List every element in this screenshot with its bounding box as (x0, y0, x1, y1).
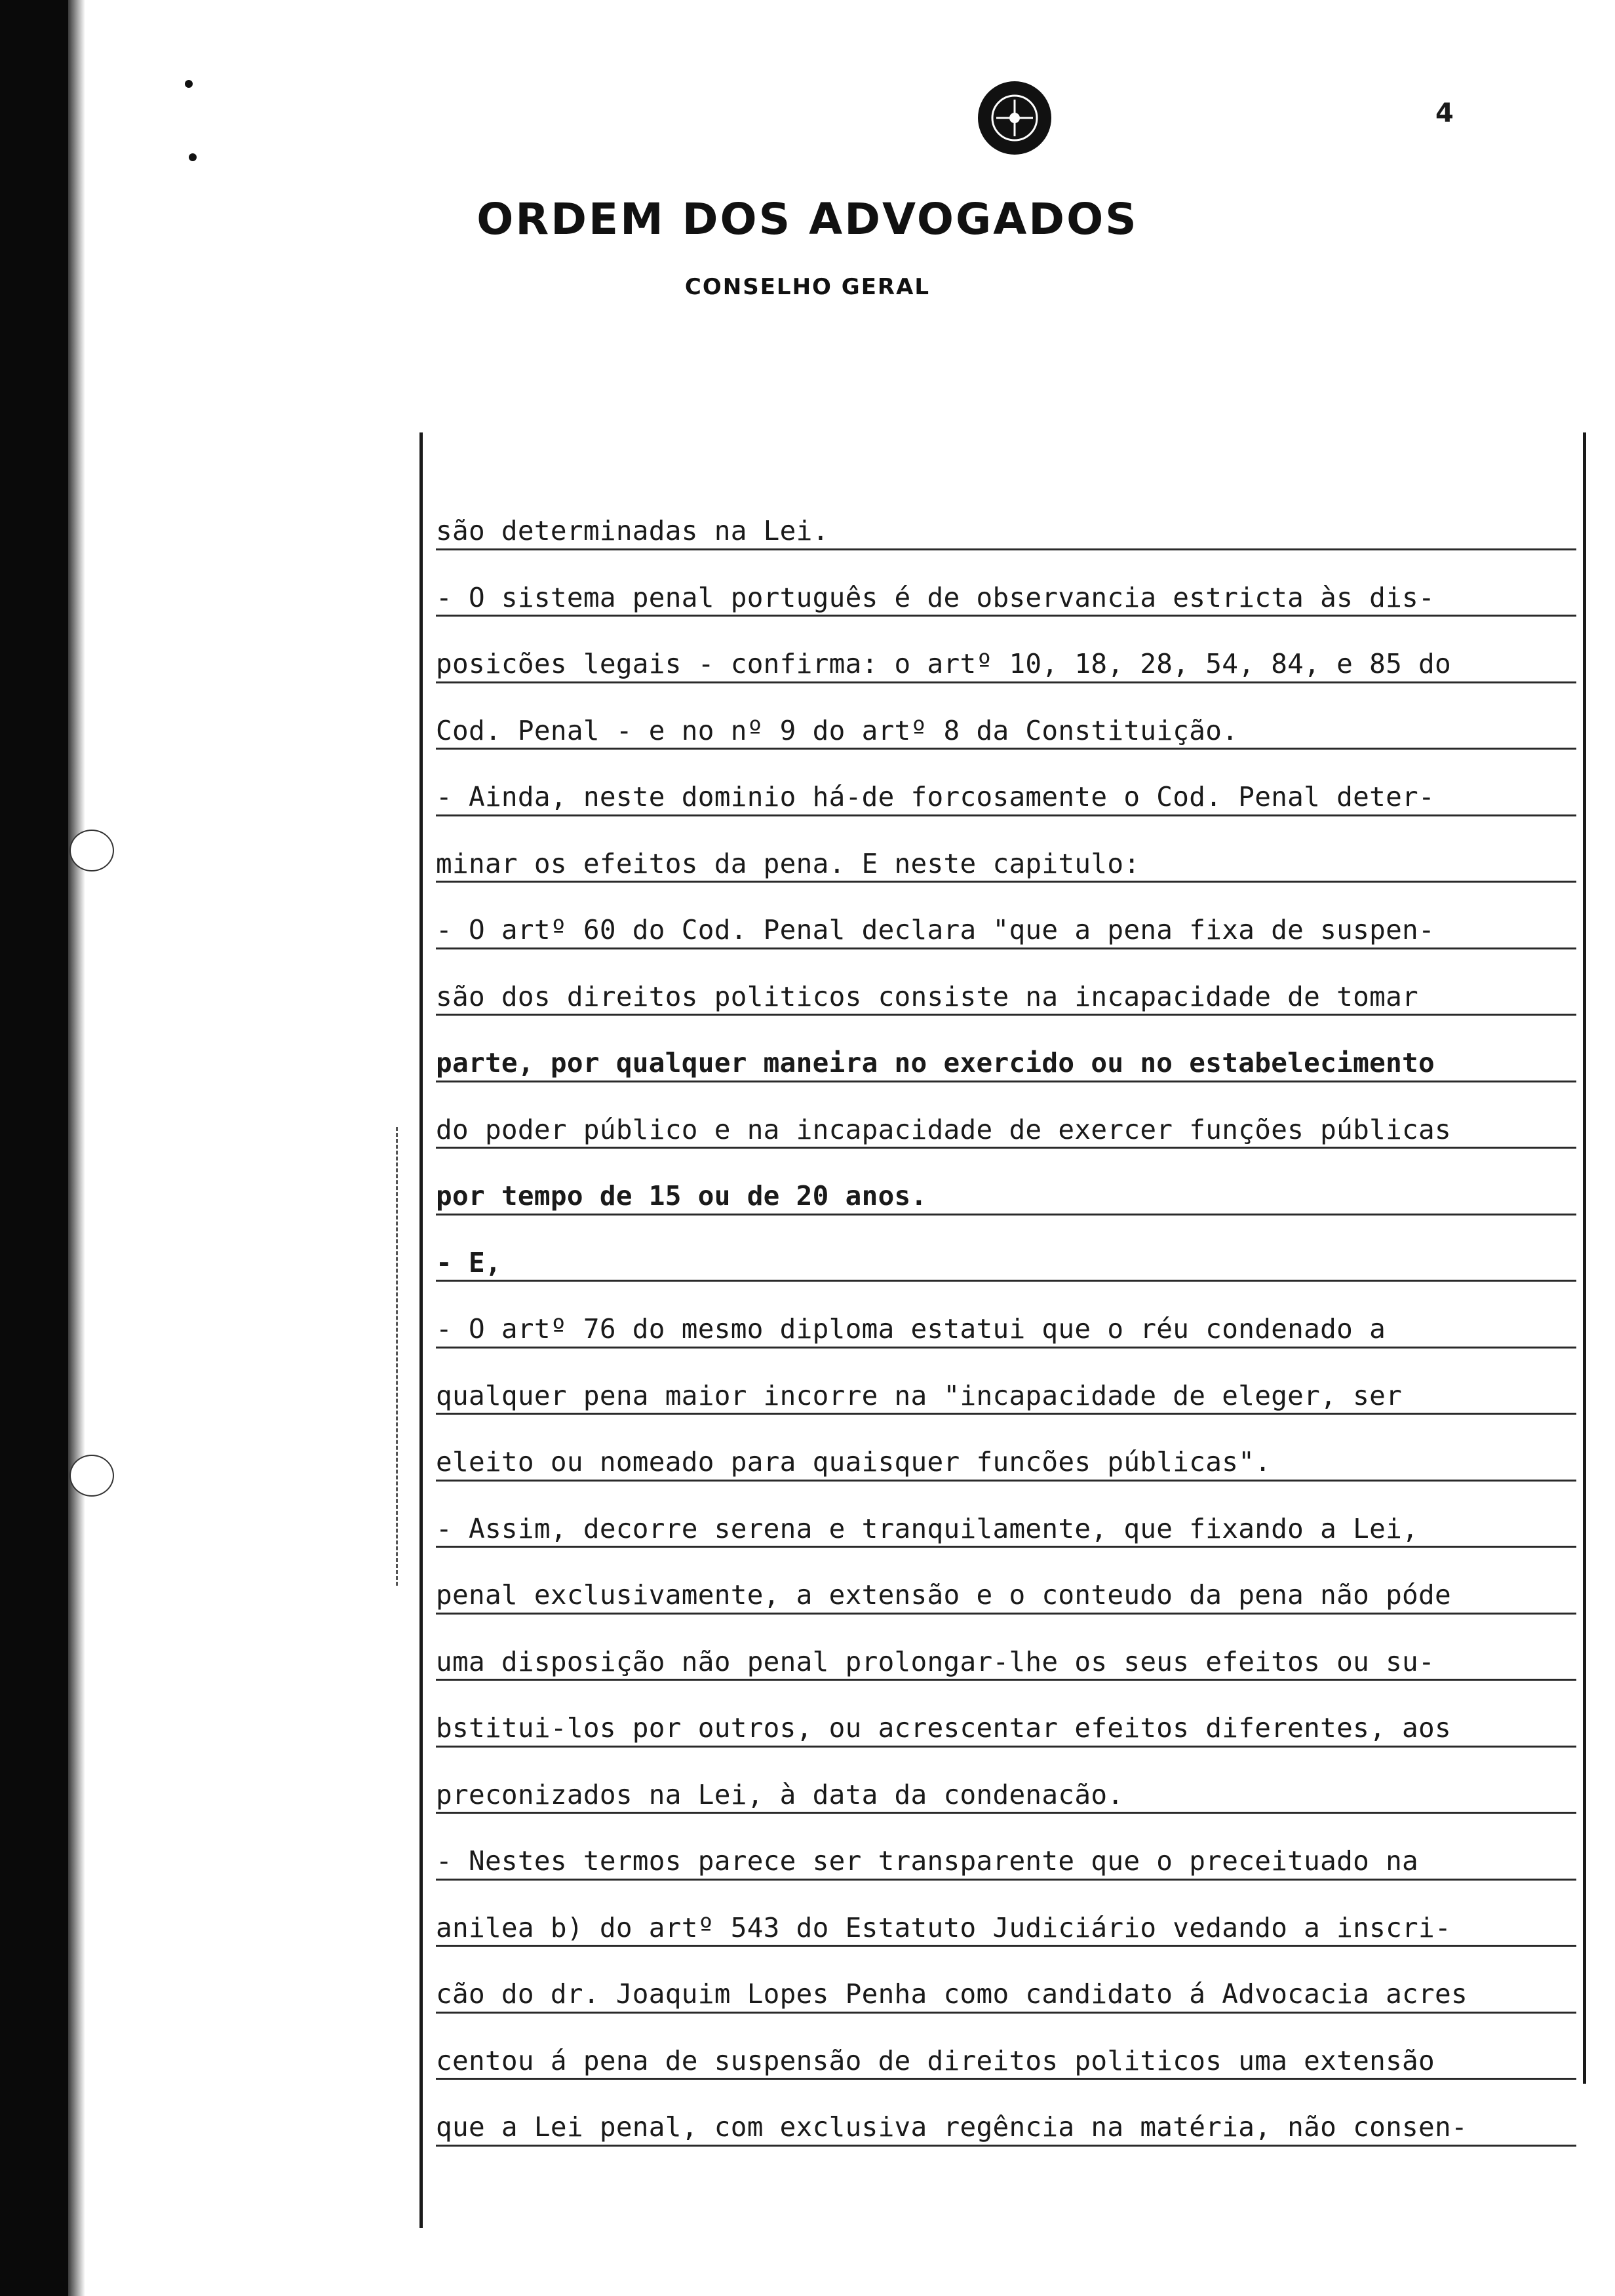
speck-mark (185, 80, 193, 88)
text-line: bstitui-los por outros, ou acrescentar efeitos diferentes, aos (436, 1681, 1576, 1748)
text-line: - Ainda, neste dominio há-de forcosamente o Cod. Penal deter- (436, 750, 1576, 816)
text-line: minar os efeitos da pena. E neste capitulo: (436, 816, 1576, 883)
text-line: posicões legais - confirma: o artº 10, 18, 28, 54, 84, e 85 do (436, 617, 1576, 683)
text-line: anilea b) do artº 543 do Estatuto Judiciário vedando a inscri- (436, 1881, 1576, 1947)
text-line: qualquer pena maior incorre na "incapacidade de eleger, ser (436, 1349, 1576, 1415)
text-line: penal exclusivamente, a extensão e o conteudo da pena não póde (436, 1548, 1576, 1615)
text-line: - O sistema penal português é de observancia estricta às dis- (436, 550, 1576, 617)
left-margin-rule (419, 432, 423, 2228)
text-line: por tempo de 15 ou de 20 anos. (436, 1149, 1576, 1215)
text-line: são determinadas na Lei. (436, 484, 1576, 550)
emblem-seal-icon (977, 80, 1053, 156)
organization-title: ORDEM DOS ADVOGADOS (477, 194, 1138, 244)
punch-hole-lower (69, 1455, 114, 1497)
text-line: parte, por qualquer maneira no exercido ou no estabelecimento (436, 1016, 1576, 1082)
page-number: 4 (1435, 98, 1454, 128)
speck-mark (189, 153, 197, 161)
text-line: - E, (436, 1215, 1576, 1282)
text-line: que a Lei penal, com exclusiva regência na matéria, não consen- (436, 2080, 1576, 2147)
text-line: centou á pena de suspensão de direitos politicos uma extensão (436, 2014, 1576, 2080)
right-margin-rule (1583, 432, 1586, 2084)
text-line: - Nestes termos parece ser transparente que o preceituado na (436, 1814, 1576, 1881)
text-line: - Assim, decorre serena e tranquilamente, que fixando a Lei, (436, 1482, 1576, 1548)
document-body (436, 484, 1576, 2147)
text-line: uma disposição não penal prolongar-lhe os seus efeitos ou su- (436, 1615, 1576, 1681)
text-line: Cod. Penal - e no nº 9 do artº 8 da Constituição. (436, 683, 1576, 750)
text-line: cão do dr. Joaquim Lopes Penha como candidato á Advocacia acres (436, 1947, 1576, 2014)
text-line: do poder público e na incapacidade de exercer funções públicas (436, 1082, 1576, 1149)
text-line: são dos direitos politicos consiste na incapacidade de tomar (436, 949, 1576, 1016)
punch-hole-upper (69, 830, 114, 871)
council-subtitle: CONSELHO GERAL (684, 274, 931, 300)
perforation-line (396, 1127, 398, 1586)
text-line: - O artº 76 do mesmo diploma estatui que o réu condenado a (436, 1282, 1576, 1349)
text-line: preconizados na Lei, à data da condenacão. (436, 1748, 1576, 1814)
text-line: eleito ou nomeado para quaisquer funcões públicas". (436, 1415, 1576, 1482)
binding-edge (0, 0, 68, 2296)
text-line: - O artº 60 do Cod. Penal declara "que a pena fixa de suspen- (436, 883, 1576, 949)
